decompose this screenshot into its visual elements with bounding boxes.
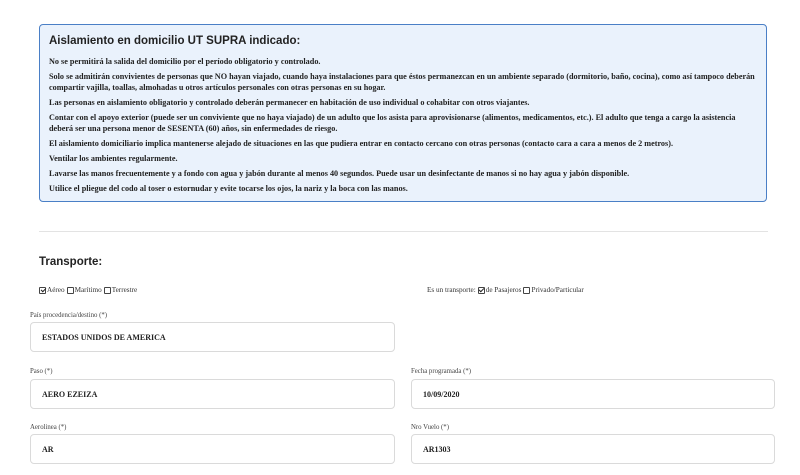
privado-label: Privado/Particular	[531, 286, 584, 294]
fecha-value: 10/09/2020	[423, 389, 460, 399]
section-divider	[39, 231, 768, 232]
vuelo-field[interactable]	[411, 434, 775, 464]
paso-label: Paso (*)	[30, 368, 53, 375]
transport-type-options	[427, 286, 586, 294]
terrestre-checkbox[interactable]	[104, 287, 111, 294]
isolation-info-box	[39, 24, 767, 202]
isolation-rule: No se permitirá la salida del domicilio por el período obligatorio y controlado.	[49, 57, 321, 66]
terrestre-label: Terrestre	[111, 286, 138, 294]
isolation-rule: Las personas en aislamiento obligatorio y controlado deberán permanecer en habitación de uso individual o cohabitar con otros viajantes.	[49, 98, 530, 107]
country-field[interactable]	[30, 322, 395, 352]
fecha-field[interactable]	[411, 379, 775, 409]
isolation-rule: Solo se admitirán convivientes de personas que NO hayan viajado, cuando haya instalaciones para que éstos permanezcan en un ambiente separado (dormitorio, baño, cocina), como así tampoco deberán compartir vajilla, toallas, almohadas u otros artículos personales con otras personas en su hogar.	[49, 72, 755, 92]
country-label: País procedencia/destino (*)	[30, 312, 108, 319]
transport-type-prefix: Es un transporte:	[427, 286, 476, 294]
isolation-rule: Ventilar los ambientes regularmente.	[49, 154, 178, 163]
isolation-info-title: Aislamiento en domicilio UT SUPRA indicado:	[49, 35, 301, 47]
isolation-rule: El aislamiento domiciliario implica mantenerse alejado de situaciones en las que pudiera entrar en contacto cercano con otras personas (contacto cara a cara a menos de 2 metros).	[49, 139, 673, 148]
fecha-label: Fecha programada (*)	[411, 368, 472, 375]
transport-section-title: Transporte:	[39, 256, 103, 268]
isolation-rule: Contar con el apoyo exterior (puede ser un conviviente que no haya viajado) de un adulto que los asista para aprovisionarse (alimentos, medicamentos, etc.). El adulto que tenga a cargo la asistencia deberá ser una persona menor de SESENTA (60) años, sin enfermedades de riesgo.	[49, 113, 736, 133]
vuelo-label: Nro Vuelo (*)	[411, 424, 449, 431]
paso-field[interactable]	[30, 379, 395, 409]
privado-checkbox[interactable]	[523, 287, 530, 294]
transport-mode-options	[39, 286, 139, 294]
country-value: ESTADOS UNIDOS DE AMERICA	[42, 332, 166, 342]
aerolinea-label: Aerolinea (*)	[30, 424, 67, 431]
pasajeros-checkbox[interactable]	[478, 287, 485, 294]
vuelo-value: AR1303	[423, 444, 451, 454]
isolation-rule: Lavarse las manos frecuentemente y a fondo con agua y jabón durante al menos 40 segundos. Puede usar un desinfectante de manos si no hay agua y jabón disponible.	[49, 169, 630, 178]
maritimo-label: Marítimo	[74, 286, 102, 294]
maritimo-checkbox[interactable]	[67, 287, 74, 294]
aereo-checkbox[interactable]	[39, 287, 46, 294]
isolation-rule: Utilice el pliegue del codo al toser o estornudar y evite tocarse los ojos, la nariz y la boca con las manos.	[49, 184, 408, 193]
aereo-label: Aéreo	[47, 286, 65, 294]
paso-value: AERO EZEIZA	[42, 389, 98, 399]
aerolinea-field[interactable]	[30, 434, 395, 464]
pasajeros-label: de Pasajeros	[485, 286, 522, 294]
aerolinea-value: AR	[42, 444, 54, 454]
